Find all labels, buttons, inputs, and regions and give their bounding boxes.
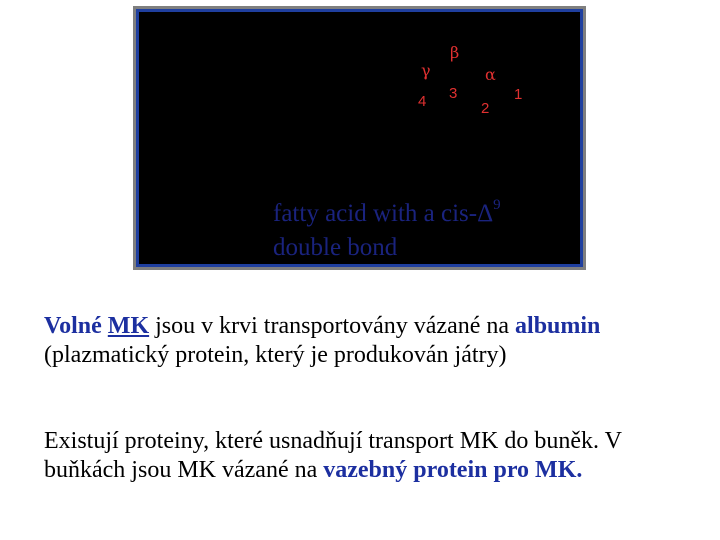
paragraph-binding-protein bbox=[44, 427, 704, 485]
caption-line-2: double bond bbox=[273, 234, 398, 261]
gamma-label: γ bbox=[421, 61, 431, 80]
text-run: Volné bbox=[44, 313, 108, 339]
text-run: jsou v krvi transportovány vázané na bbox=[149, 313, 516, 339]
term-mk: MK bbox=[107, 313, 150, 339]
figure-border bbox=[136, 9, 583, 267]
term-albumin: albumin bbox=[515, 313, 601, 339]
carbon-number-3: 3 bbox=[449, 85, 458, 102]
carbon-number-4: 4 bbox=[418, 93, 427, 110]
figure-frame bbox=[133, 6, 586, 270]
carbon-number-1: 1 bbox=[514, 86, 523, 103]
text-run: Existují proteiny, které usnadňují transport MK do buněk. V buňkách jsou MK vázané na bbox=[44, 428, 622, 483]
text-run: (plazmatický protein, který je produkován játry) bbox=[44, 342, 507, 368]
beta-label: β bbox=[450, 43, 460, 62]
alpha-label: α bbox=[485, 65, 496, 84]
caption-superscript: 9 bbox=[493, 197, 501, 213]
term-binding-protein: vazebný protein pro MK. bbox=[323, 457, 583, 483]
fatty-acid-figure bbox=[139, 12, 580, 264]
figure-caption bbox=[273, 188, 501, 265]
paragraph-albumin bbox=[44, 312, 704, 370]
caption-line-1: fatty acid with a cis-Δ bbox=[273, 200, 494, 227]
carbon-number-2: 2 bbox=[481, 100, 490, 117]
